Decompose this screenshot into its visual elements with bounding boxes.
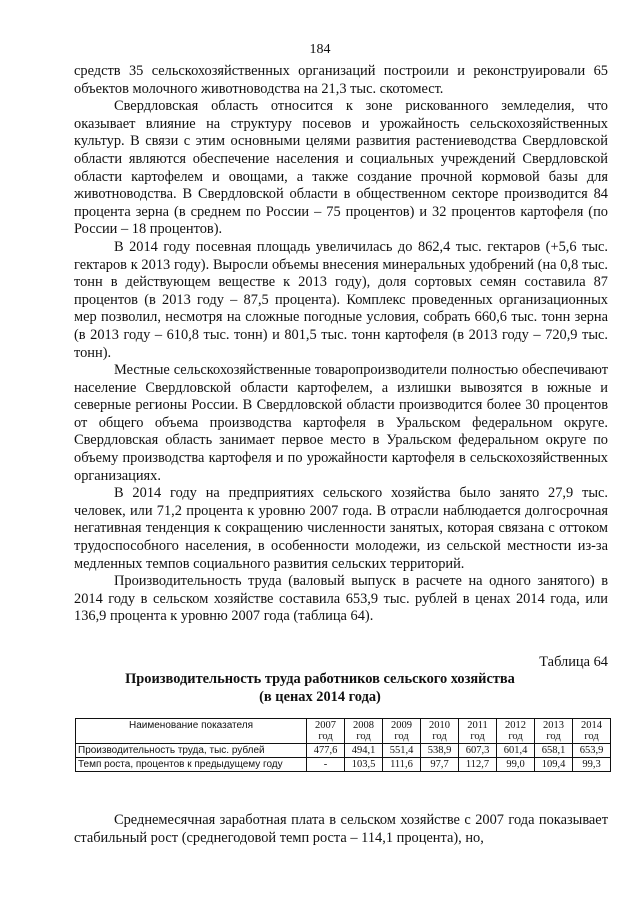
- table-cell: 112,7: [459, 758, 497, 772]
- header-year: 2007 год: [307, 719, 345, 744]
- closing-text: [74, 812, 608, 847]
- table-cell: 99,0: [497, 758, 535, 772]
- paragraph-4: Местные сельскохозяйственные товаропроизводители полностью обеспечивают население Свердловской области картофелем, а излишки вывозятся в южные и северные регионы России. В Свердловской области производится более 30 процентов от общего объема производства картофеля в Уральском федеральном округе. Свердловская область занимает первое место в Уральском федеральном округе по объему производства картофеля и по урожайности картофеля в сельскохозяйственных организациях.: [74, 362, 608, 484]
- table-cell: 551,4: [383, 744, 421, 758]
- table-cell: 111,6: [383, 758, 421, 772]
- paragraph-7: Среднемесячная заработная плата в сельском хозяйстве с 2007 года показывает стабильный рост (среднегодовой темп роста – 114,1 процента), но,: [74, 812, 608, 846]
- table-title-line-2: (в ценах 2014 года): [259, 689, 381, 705]
- table-cell: 109,4: [535, 758, 573, 772]
- table-cell: 653,9: [573, 744, 611, 758]
- row-name: Темп роста, процентов к предыдущему году: [76, 758, 307, 772]
- paragraph-6: Производительность труда (валовый выпуск в расчете на одного занятого) в 2014 году в сельском хозяйстве составила 653,9 тыс. рублей в ценах 2014 года, или 136,9 процента к уровню 2007 года (таблица 64).: [74, 573, 608, 625]
- header-year: 2010 год: [421, 719, 459, 744]
- body-text: [74, 63, 608, 626]
- paragraph-5: В 2014 году на предприятиях сельского хозяйства было занято 27,9 тыс. человек, или 71,2 процента к уровню 2007 года. В отрасли наблюдается долгосрочная негативная тенденция к сокращению численности занятых, которая связана с оттоком трудоспособного населения, в особенности молодежи, из сельской местности из-за медленных темпов социального развития сельских территорий.: [74, 485, 608, 572]
- table-row: [76, 744, 611, 758]
- table-cell: 103,5: [345, 758, 383, 772]
- table-row: [76, 758, 611, 772]
- header-year: 2014 год: [573, 719, 611, 744]
- header-year: 2013 год: [535, 719, 573, 744]
- table-cell: -: [307, 758, 345, 772]
- page-number: 184: [309, 42, 331, 57]
- paragraph-2: Свердловская область относится к зоне рискованного земледелия, что оказывает влияние на структуру посевов и урожайность сельскохозяйственных культур. В связи с этим основными целями развития растениеводства Свердловской области являются обеспечение населения и социальных учреждений Свердловской области картофелем и овощами, а также создание прочной кормовой базы для животноводства. В Свердловской области в общественном секторе производится 84 процента зерна (в среднем по России – 75 процентов) и 32 процентов картофеля (по России – 18 процентов).: [74, 98, 608, 238]
- table-title-line-1: Производительность труда работников сельского хозяйства: [125, 671, 515, 687]
- header-year: 2012 год: [497, 719, 535, 744]
- table-cell: 658,1: [535, 744, 573, 758]
- table-cell: 601,4: [497, 744, 535, 758]
- paragraph-1: средств 35 сельскохозяйственных организаций построили и реконструировали 65 объектов молочного животноводства на 21,3 тыс. скотомест.: [74, 63, 608, 97]
- productivity-table: [75, 718, 611, 772]
- table-header-row: [76, 719, 611, 744]
- table-cell: 538,9: [421, 744, 459, 758]
- paragraph-3: В 2014 году посевная площадь увеличилась до 862,4 тыс. гектаров (+5,6 тыс. гектаров к 2013 году). Выросли объемы внесения минеральных удобрений (на 0,8 тыс. тонн в действующем веществе к 2013 году), доля сортовых семян составила 87 процентов (в 2013 году – 87,5 процента). Комплекс проведенных организационных мер позволил, несмотря на сложные погодные условия, собрать 660,6 тыс. тонн зерна (в 2013 году – 610,8 тыс. тонн) и 801,5 тыс. тонн картофеля (в 2013 году – 720,9 тыс. тонн).: [74, 238, 608, 361]
- table-cell: 97,7: [421, 758, 459, 772]
- table-cell: 494,1: [345, 744, 383, 758]
- row-name: Производительность труда, тыс. рублей: [76, 744, 307, 758]
- table-cell: 607,3: [459, 744, 497, 758]
- header-indicator: Наименование показателя: [76, 719, 307, 744]
- table-cell: 99,3: [573, 758, 611, 772]
- header-year: 2008 год: [345, 719, 383, 744]
- table-cell: 477,6: [307, 744, 345, 758]
- header-year: 2011 год: [459, 719, 497, 744]
- table-title: [0, 670, 640, 706]
- header-year: 2009 год: [383, 719, 421, 744]
- table-caption: Таблица 64: [539, 654, 608, 670]
